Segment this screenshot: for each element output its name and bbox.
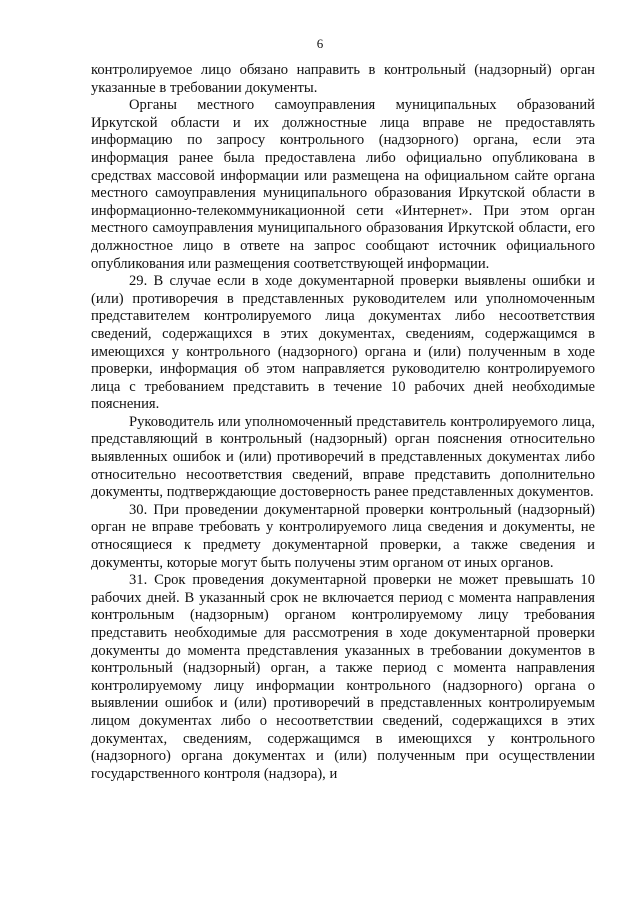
paragraph-clause-29-explanations: Руководитель или уполномоченный представитель контролируемого лица, представляющий в контрольный (надзорный) орган пояснения относительно выявленных ошибок и (или) противоречий в представленных документах либо относительно несоответствия сведений, вправе представить дополнительно документы, подтверждающие достоверность ранее представленных документов. — [91, 413, 595, 501]
document-body — [91, 62, 595, 783]
paragraph-clause-30: 30. При проведении документарной проверки контрольный (надзорный) орган не вправе требовать у контролируемого лица сведения и документы, не относящиеся к предмету документарной проверки, а также сведения и документы, которые могут быть получены этим органом от иных органов. — [91, 501, 595, 571]
paragraph-clause-29: 29. В случае если в ходе документарной проверки выявлены ошибки и (или) противоречия в представленных руководителем или уполномоченным представителем контролируемого лица документах либо несоответствия сведений, содержащихся в этих документах, сведениям, содержащимся в имеющихся у контрольного (надзорного) органа и (или) полученным в ходе проверки, информация об этом направляется руководителю контролируемого лица с требованием представить в течение 10 рабочих дней необходимые пояснения. — [91, 273, 595, 413]
paragraph-continuation: контролируемое лицо обязано направить в контрольный (надзорный) орган указанные в требовании документы. — [91, 62, 595, 96]
paragraph-clause-31: 31. Срок проведения документарной проверки не может превышать 10 рабочих дней. В указанный срок не включается период с момента направления контрольным (надзорным) органом контролируемому лицу требования представить необходимые для рассмотрения в ходе документарной проверки документы до момента представления указанных в требовании документов в контрольный (надзорный) орган, а также период с момента направления контролируемому лицу информации контрольного (надзорного) органа о выявлении ошибок и (или) противоречий в представленных контролируемым лицом документах либо о несоответствии сведений, содержащихся в этих документах, сведениям, содержащимся в имеющихся у контрольного (надзорного) органа документах и (или) полученным при осуществлении государственного контроля (надзора), и — [91, 572, 595, 782]
paragraph-local-authorities: Органы местного самоуправления муниципальных образований Иркутской области и их должностные лица вправе не предоставлять информацию по запросу контрольного (надзорного) органа, если эта информация ранее была предоставлена либо официально опубликована в средствах массовой информации или размещена на официальном сайте органа местного самоуправления муниципального образования Иркутской области в информационно-телекоммуникационной сети «Интернет». При этом орган местного самоуправления муниципального образования Иркутской области, его должностное лицо в ответе на запрос сообщают источник официального опубликования или размещения соответствующей информации. — [91, 97, 595, 272]
page-number: 6 — [316, 36, 324, 51]
